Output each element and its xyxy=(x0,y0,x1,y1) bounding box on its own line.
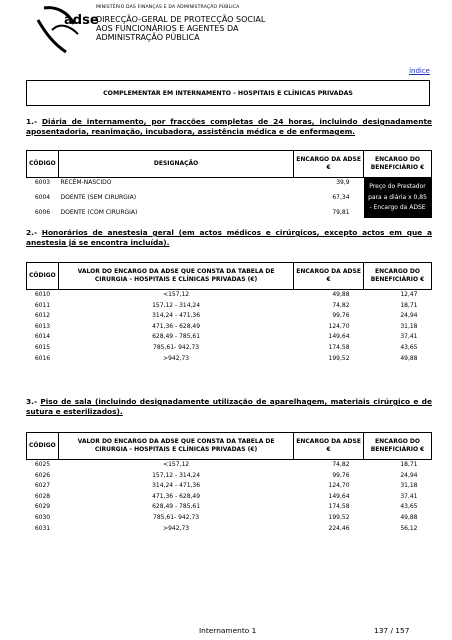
range-cell: 785,61- 942,73 xyxy=(153,513,200,521)
code-cell: 6011 xyxy=(34,301,51,309)
code-cell: 6016 xyxy=(34,354,51,362)
beneficiary-charge-cell: 37,41 xyxy=(400,333,418,341)
adse-charge-cell: 224,46 xyxy=(328,524,350,532)
range-cell: 157,12 - 314,24 xyxy=(152,471,201,479)
column-header: ENCARGO DO BENEFICIÁRIO € xyxy=(364,263,432,290)
code-cell: 6028 xyxy=(34,492,51,500)
section-heading-text: Piso de sala (incluindo designadamente utilização de aparelhagem, materiais cirúrgico e de sutura e esterilizados). xyxy=(26,397,432,416)
table-header-row xyxy=(27,433,432,460)
table-header-row xyxy=(27,263,432,290)
beneficiary-note: Preço do Prestador para a diária x 0,85 - Encargo da ADSE xyxy=(364,178,432,219)
beneficiary-charge-cell: 24,94 xyxy=(400,471,418,479)
anesthesia-table xyxy=(26,262,432,364)
designation-cell: RECÉM-NASCIDO xyxy=(60,179,112,186)
adse-charge-cell: 67,34 xyxy=(332,193,350,201)
section-1-heading xyxy=(26,117,432,137)
column-header: CÓDIGO xyxy=(27,263,59,290)
adse-charge-cell: 99,76 xyxy=(332,471,350,479)
adse-charge-cell: 79,81 xyxy=(332,208,350,216)
table-row xyxy=(27,471,432,482)
adse-charge-cell: 199,52 xyxy=(328,513,350,521)
adse-charge-cell: 74,82 xyxy=(332,461,350,468)
code-cell: 6026 xyxy=(34,471,51,479)
beneficiary-charge-cell: 31,18 xyxy=(400,322,418,330)
code-cell: 6031 xyxy=(34,524,51,532)
adse-charge-cell: 199,52 xyxy=(328,354,350,362)
range-cell: <157,12 xyxy=(163,291,190,298)
adse-charge-cell: 99,76 xyxy=(332,312,350,320)
beneficiary-charge-cell: 12,47 xyxy=(400,291,418,298)
table-row xyxy=(27,524,432,535)
adse-charge-cell: 174,58 xyxy=(328,343,350,351)
table-row xyxy=(27,301,432,312)
table-row xyxy=(27,492,432,503)
code-cell: 6004 xyxy=(34,193,51,201)
column-header: CÓDIGO xyxy=(27,151,59,178)
section-2-heading xyxy=(26,228,432,248)
column-header: DESIGNAÇÃO xyxy=(58,151,293,178)
column-header: ENCARGO DO BENEFICIÁRIO € xyxy=(364,151,432,178)
table-row xyxy=(27,290,432,301)
code-cell: 6012 xyxy=(34,312,51,320)
code-cell: 6010 xyxy=(34,291,51,298)
column-header: VALOR DO ENCARGO DA ADSE QUE CONSTA DA TABELA DE CIRURGIA - HOSPITAIS E CLÍNICAS PRIVADAS (€) xyxy=(58,263,293,290)
beneficiary-charge-cell: 31,18 xyxy=(400,482,418,490)
range-cell: 628,49 - 785,61 xyxy=(152,333,201,341)
beneficiary-charge-cell: 43,65 xyxy=(400,503,418,511)
document-title: COMPLEMENTAR EM INTERNAMENTO - HOSPITAIS E CLÍNICAS PRIVADAS xyxy=(26,80,430,106)
adse-charge-cell: 124,70 xyxy=(328,322,350,330)
table-header-row xyxy=(27,151,432,178)
agency-line: DIRECÇÃO-GERAL DE PROTECÇÃO SOCIAL xyxy=(96,15,266,24)
code-cell: 6003 xyxy=(34,179,51,186)
section-number: 2.- xyxy=(26,228,38,237)
table-row xyxy=(27,502,432,513)
adse-charge-cell: 174,58 xyxy=(328,503,350,511)
adse-charge-cell: 124,70 xyxy=(328,482,350,490)
code-cell: 6006 xyxy=(34,208,51,216)
footer-section-name: Internamento 1 xyxy=(199,626,257,635)
beneficiary-charge-cell: 24,94 xyxy=(400,312,418,320)
range-cell: 157,12 - 314,24 xyxy=(152,301,201,309)
code-cell: 6030 xyxy=(34,513,51,521)
code-cell: 6029 xyxy=(34,503,51,511)
agency-line: AOS FUNCIONÁRIOS E AGENTES DA xyxy=(96,24,239,34)
beneficiary-charge-cell: 56,12 xyxy=(400,524,418,532)
table-row xyxy=(27,481,432,492)
adse-charge-cell: 49,88 xyxy=(332,291,350,298)
daily-rate-table xyxy=(26,150,432,218)
code-cell: 6025 xyxy=(34,461,51,468)
code-cell: 6013 xyxy=(34,322,51,330)
designation-cell: DOENTE (COM CIRURGIA) xyxy=(60,208,138,216)
beneficiary-charge-cell: 49,88 xyxy=(400,354,418,362)
column-header: CÓDIGO xyxy=(27,433,59,460)
section-heading-text: Honorários de anestesia geral (em actos médicos e cirúrgicos, excepto actos em que a anestesia já se encontra incluída). xyxy=(26,228,432,247)
table-row xyxy=(27,322,432,333)
column-header: ENCARGO DO BENEFICIÁRIO € xyxy=(364,433,432,460)
section-number: 3.- xyxy=(26,397,38,406)
adse-charge-cell: 74,82 xyxy=(332,301,350,309)
range-cell: <157,12 xyxy=(163,461,190,468)
agency-name xyxy=(96,15,265,43)
adse-charge-cell: 149,64 xyxy=(328,333,350,341)
table-row xyxy=(27,311,432,322)
code-cell: 6027 xyxy=(34,482,51,490)
range-cell: 471,36 - 628,49 xyxy=(152,322,201,330)
section-3-heading xyxy=(26,397,432,417)
table-row xyxy=(27,178,432,189)
room-fee-table xyxy=(26,432,432,534)
beneficiary-charge-cell: 43,65 xyxy=(400,343,418,351)
range-cell: >942,73 xyxy=(163,354,190,362)
logo-text: adse xyxy=(64,13,99,28)
table-row xyxy=(27,460,432,471)
range-cell: >942,73 xyxy=(163,524,190,532)
adse-logo xyxy=(34,4,99,60)
code-cell: 6015 xyxy=(34,343,51,351)
column-header: ENCARGO DA ADSE € xyxy=(294,263,364,290)
table-row xyxy=(27,332,432,343)
footer-page-number: 137 / 157 xyxy=(374,626,410,635)
code-cell: 6014 xyxy=(34,333,51,341)
ministry-name: MINISTÉRIO DAS FINANÇAS E DA ADMINISTRAÇÃO PÚBLICA xyxy=(96,5,240,10)
column-header: ENCARGO DA ADSE € xyxy=(294,151,364,178)
index-link[interactable]: índice xyxy=(409,67,430,75)
range-cell: 314,24 - 471,36 xyxy=(152,482,201,490)
table-row xyxy=(27,513,432,524)
beneficiary-charge-cell: 18,71 xyxy=(400,301,418,309)
adse-charge-cell: 39,9 xyxy=(336,179,350,186)
section-heading-text: Diária de internamento, por fracções completas de 24 horas, incluindo designadamente aposentadoria, reanimação, incubadora, assistência médica e de enfermagem. xyxy=(26,117,432,136)
designation-cell: DOENTE (SEM CIRURGIA) xyxy=(60,193,137,201)
column-header: VALOR DO ENCARGO DA ADSE QUE CONSTA DA TABELA DE CIRURGIA - HOSPITAIS E CLÍNICAS PRIVADAS (€) xyxy=(58,433,293,460)
section-number: 1.- xyxy=(26,117,38,126)
adse-charge-cell: 149,64 xyxy=(328,492,350,500)
beneficiary-charge-cell: 49,88 xyxy=(400,513,418,521)
range-cell: 628,49 - 785,61 xyxy=(152,503,201,511)
range-cell: 314,24 - 471,36 xyxy=(152,312,201,320)
column-header: ENCARGO DA ADSE € xyxy=(294,433,364,460)
range-cell: 785,61- 942,73 xyxy=(153,343,200,351)
agency-line: ADMINISTRAÇÃO PÚBLICA xyxy=(96,33,200,43)
table-row xyxy=(27,354,432,365)
table-row xyxy=(27,343,432,354)
beneficiary-charge-cell: 18,71 xyxy=(400,461,418,468)
beneficiary-charge-cell: 37,41 xyxy=(400,492,418,500)
range-cell: 471,36 - 628,49 xyxy=(152,492,201,500)
